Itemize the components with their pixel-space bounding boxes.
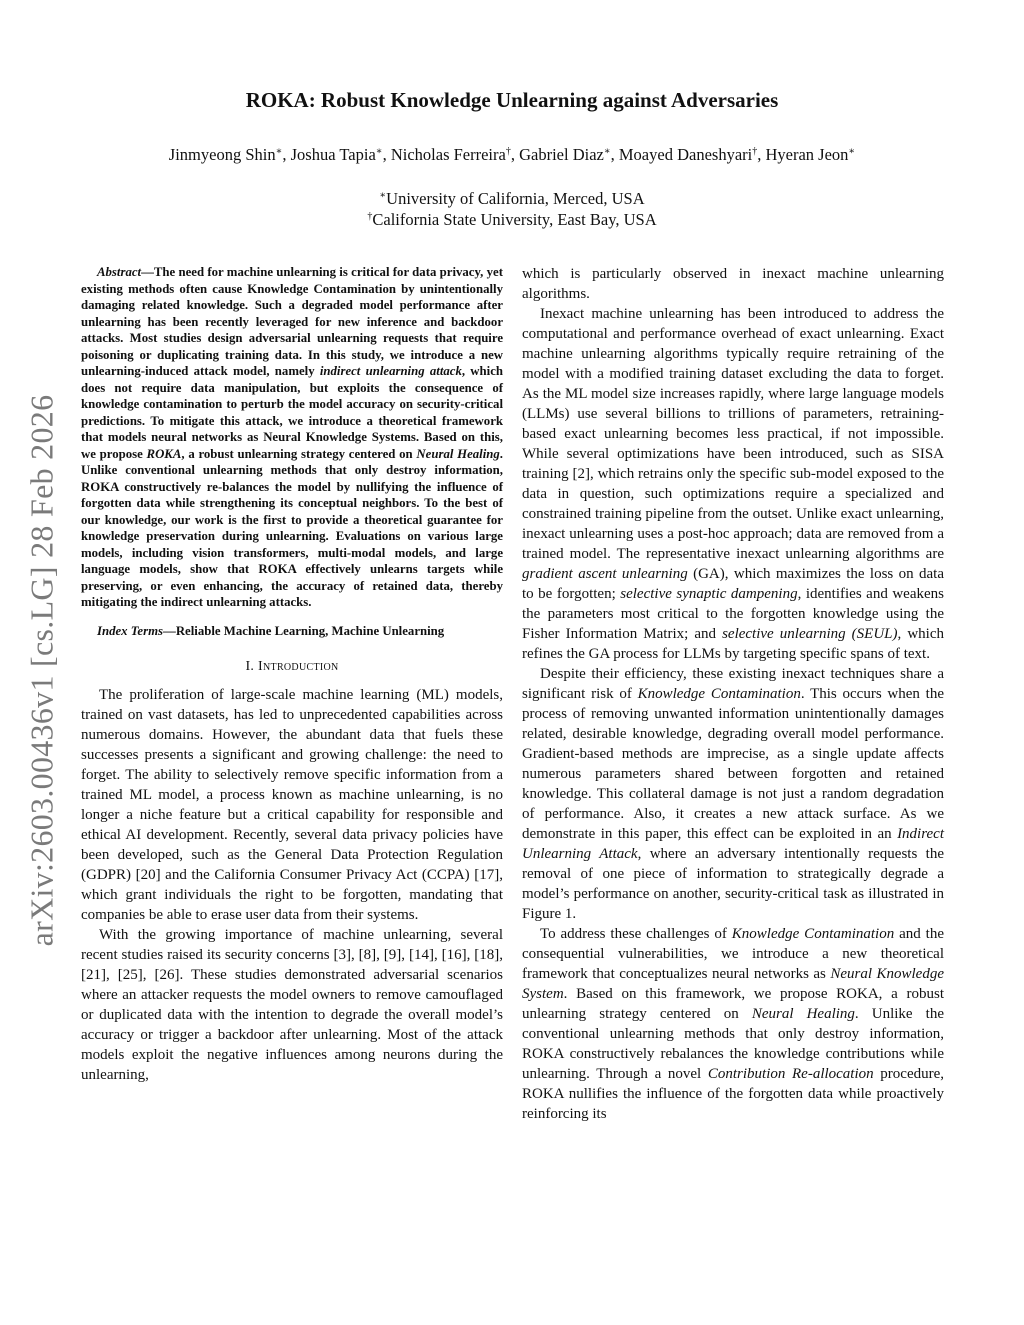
paragraph-text: , identifies and weakens the parameters most critical to the forgotten knowledge using the Fisher Information Matrix; and (522, 586, 944, 642)
author-affil-mark: ∗ (375, 146, 383, 157)
italic-term: Indirect Unlearning Attack (522, 826, 944, 862)
italic-term: selective unlearning (SEUL) (722, 626, 898, 642)
index-terms-text: Reliable Machine Learning, Machine Unlearning (175, 623, 445, 638)
italic-term: Contribution Re-allocation (707, 1066, 874, 1082)
index-terms (81, 623, 503, 640)
affiliation-line (0, 188, 1024, 209)
paragraph-text: Inexact machine unlearning has been introduced to address the computational and performance overhead of exact unlearning. Exact machine unlearning algorithms typically require retraining of the model with a modified training dataset excluding the data to forget. As the ML model size increases rapidly, where large language models (LLMs) use several billions to trillions of parameters, retraining-based exact unlearning becomes less practical, if not impossible. While several optimizations have been introduced, such as SISA training [2], which retrains only the specific sub-model exposed to the data in question, such optimizations require a specialized and constrained training pipeline from the outset. Unlike exact unlearning, inexact unlearning uses a post-hoc approach; data are removed from a trained model. The representative inexact unlearning algorithms are (522, 306, 944, 562)
section-heading-introduction (81, 659, 503, 675)
left-column (81, 264, 503, 1085)
paragraph-text: , where an adversary intentionally requests the removal of one piece of information to strategically degrade a model’s performance on another, security-critical task as illustrated in Figure 1. (522, 846, 944, 922)
body-paragraph: which is particularly observed in inexact machine unlearning algorithms. (522, 266, 944, 302)
italic-term: Neural Knowledge System (522, 966, 944, 1002)
author-affil-mark: † (505, 146, 511, 157)
abstract-text: , a robust unlearning strategy centered on (181, 446, 417, 461)
body-paragraph: The proliferation of large-scale machine learning (ML) models, trained on vast datasets, has led to unprecedented capabilities across numerous domains. However, the abundant data that fuels these successes presents a significant and growing challenge: the need to forget. The ability to selectively remove specific information from a trained ML model, a process known as machine unlearning, is no longer a niche feature but a critical capability for responsible and ethical AI development. Recently, several data privacy policies have been developed, such as the General Data Protection Regulation (GDPR) [20] and the California Consumer Privacy Act (CCPA) [17], which grant individuals the right to be forgotten, mandating that companies be able to erase user data from their systems. (81, 687, 503, 923)
abstract-text: The need for machine unlearning is critical for data privacy, yet existing methods often cause Knowledge Contamination by unintentionally damaging related knowledge. Such a degraded model performance after unlearning has been recently leveraged for new inference and backdoor attacks. Most studies design adversarial unlearning requests that require poisoning or duplicating training data. In this study, we introduce a new unlearning-induced attack model, namely (81, 265, 503, 378)
body-paragraph (522, 924, 944, 1124)
paragraph-text: . This occurs when the process of removing unwanted information unintentionally damages related, desirable knowledge, degrading overall model performance. Gradient-based methods are imprecise, as a single update affects numerous parameters shared between forgotten and retained knowledge. This collateral damage is not just a random degradation of performance. Also, it creates a new attack surface. As we demonstrate in this paper, this effect can be exploited in an (522, 686, 944, 842)
abstract-text: , which does not require data manipulation, but exploits the consequence of knowledge contamination to perturb the model accuracy on security-critical predictions. To mitigate this attack, we introduce a theoretical framework that models neural networks as Neural Knowledge Systems. Based on this, we propose (81, 364, 503, 461)
arxiv-side-label-container (22, 370, 62, 970)
affiliations (0, 188, 1024, 230)
body-paragraph (522, 664, 944, 924)
body-paragraph (522, 304, 944, 664)
paragraph-text: (GA), which maximizes the loss on data to be forgotten; (522, 566, 944, 602)
abstract-italic-term: ROKA (146, 446, 182, 461)
abstract-italic-term: Neural Healing (416, 446, 500, 461)
right-column (522, 264, 944, 1124)
abstract-text: . Unlike conventional unlearning methods that only destroy information, ROKA constructively re-balances the model by nullifying the influence of forgotten data while strengthening its conceptual neighbors. To the best of our knowledge, our work is the first to provide a theoretical guarantee for knowledge preservation during unlearning. Evaluations on various large models, including vision transformers, multi-modal models, and large language models, show that ROKA effectively unlearns targets while preserving, or even enhancing, the accuracy of retained data, thereby mitigating the indirect unlearning attacks. (81, 446, 503, 609)
arxiv-side-label: arXiv:2603.00436v1 [cs.LG] 28 Feb 2026 (23, 394, 60, 946)
paragraph-text: , which refines the GA process for LLMs by targeting specific spans of text. (522, 626, 944, 662)
paragraph-text: Despite their efficiency, these existing inexact techniques share a significant risk of (522, 666, 944, 702)
italic-term: Neural Healing (751, 1006, 855, 1022)
index-terms-dash: — (163, 623, 176, 638)
author-affil-mark: ∗ (603, 146, 611, 157)
author-list: Jinmyeong Shin∗, Joshua Tapia∗, Nicholas Ferreira†, Gabriel Diaz∗, Moayed Daneshyari†, Hyeran Jeon∗ (168, 145, 856, 164)
paragraph-text: . Based on this framework, we propose ROKA, a robust unlearning strategy centered on (522, 986, 944, 1022)
affiliation-text: California State University, East Bay, USA (372, 210, 657, 229)
section-title: Introduction (258, 659, 339, 674)
author-name: Moayed Daneshyari (618, 145, 753, 164)
abstract-italic-term: indirect unlearning attack (319, 364, 462, 378)
paragraph-text: . Unlike the conventional unlearning methods that only destroy information, ROKA constructively rebalances the knowledge contributions while unlearning. Through a novel (522, 1006, 944, 1082)
affiliation-line (0, 209, 1024, 230)
abstract-label: Abstract (97, 265, 142, 279)
author-name: Joshua Tapia (290, 145, 376, 164)
italic-term: Knowledge Contamination (731, 926, 895, 942)
abstract (81, 264, 503, 611)
author-name: Jinmyeong Shin (168, 145, 276, 164)
paragraph-text: procedure, ROKA nullifies the influence of the forgotten data while proactively reinforcing its (522, 1066, 945, 1122)
paragraph-text: To address these challenges of (540, 926, 732, 942)
affiliation-mark: † (367, 211, 373, 222)
author-affil-mark: ∗ (275, 146, 283, 157)
section-numeral: I. (245, 659, 255, 674)
author-affil-mark: ∗ (848, 146, 856, 157)
affiliation-mark: ∗ (379, 190, 387, 201)
abstract-dash: — (141, 265, 154, 279)
paper-title: ROKA: Robust Knowledge Unlearning against Adversaries (245, 88, 779, 112)
affiliation-text: University of California, Merced, USA (386, 189, 645, 208)
italic-term: Knowledge Contamination (637, 686, 801, 702)
body-paragraph: With the growing importance of machine unlearning, several recent studies raised its security concerns [3], [8], [9], [14], [16], [18], [21], [25], [26]. These studies demonstrated adversarial scenarios where an attacker requests the model owners to remove camouflaged or duplicated data with the intention to degrade the overall model’s accuracy or trigger a backdoor after unlearning. Most of the attack models exploit the negative influences among neurons during the unlearning, (81, 927, 503, 1083)
author-name: Nicholas Ferreira (390, 145, 506, 164)
author-name: Gabriel Diaz (519, 145, 604, 164)
author-name: Hyeran Jeon (765, 145, 849, 164)
italic-term: selective synaptic dampening (620, 586, 798, 602)
paragraph-text: and the consequential vulnerabilities, we introduce a new theoretical framework that conceptualizes neural networks as (522, 926, 945, 982)
index-terms-label: Index Terms (97, 623, 164, 638)
italic-term: gradient ascent unlearning (522, 566, 688, 582)
author-affil-mark: † (752, 146, 758, 157)
